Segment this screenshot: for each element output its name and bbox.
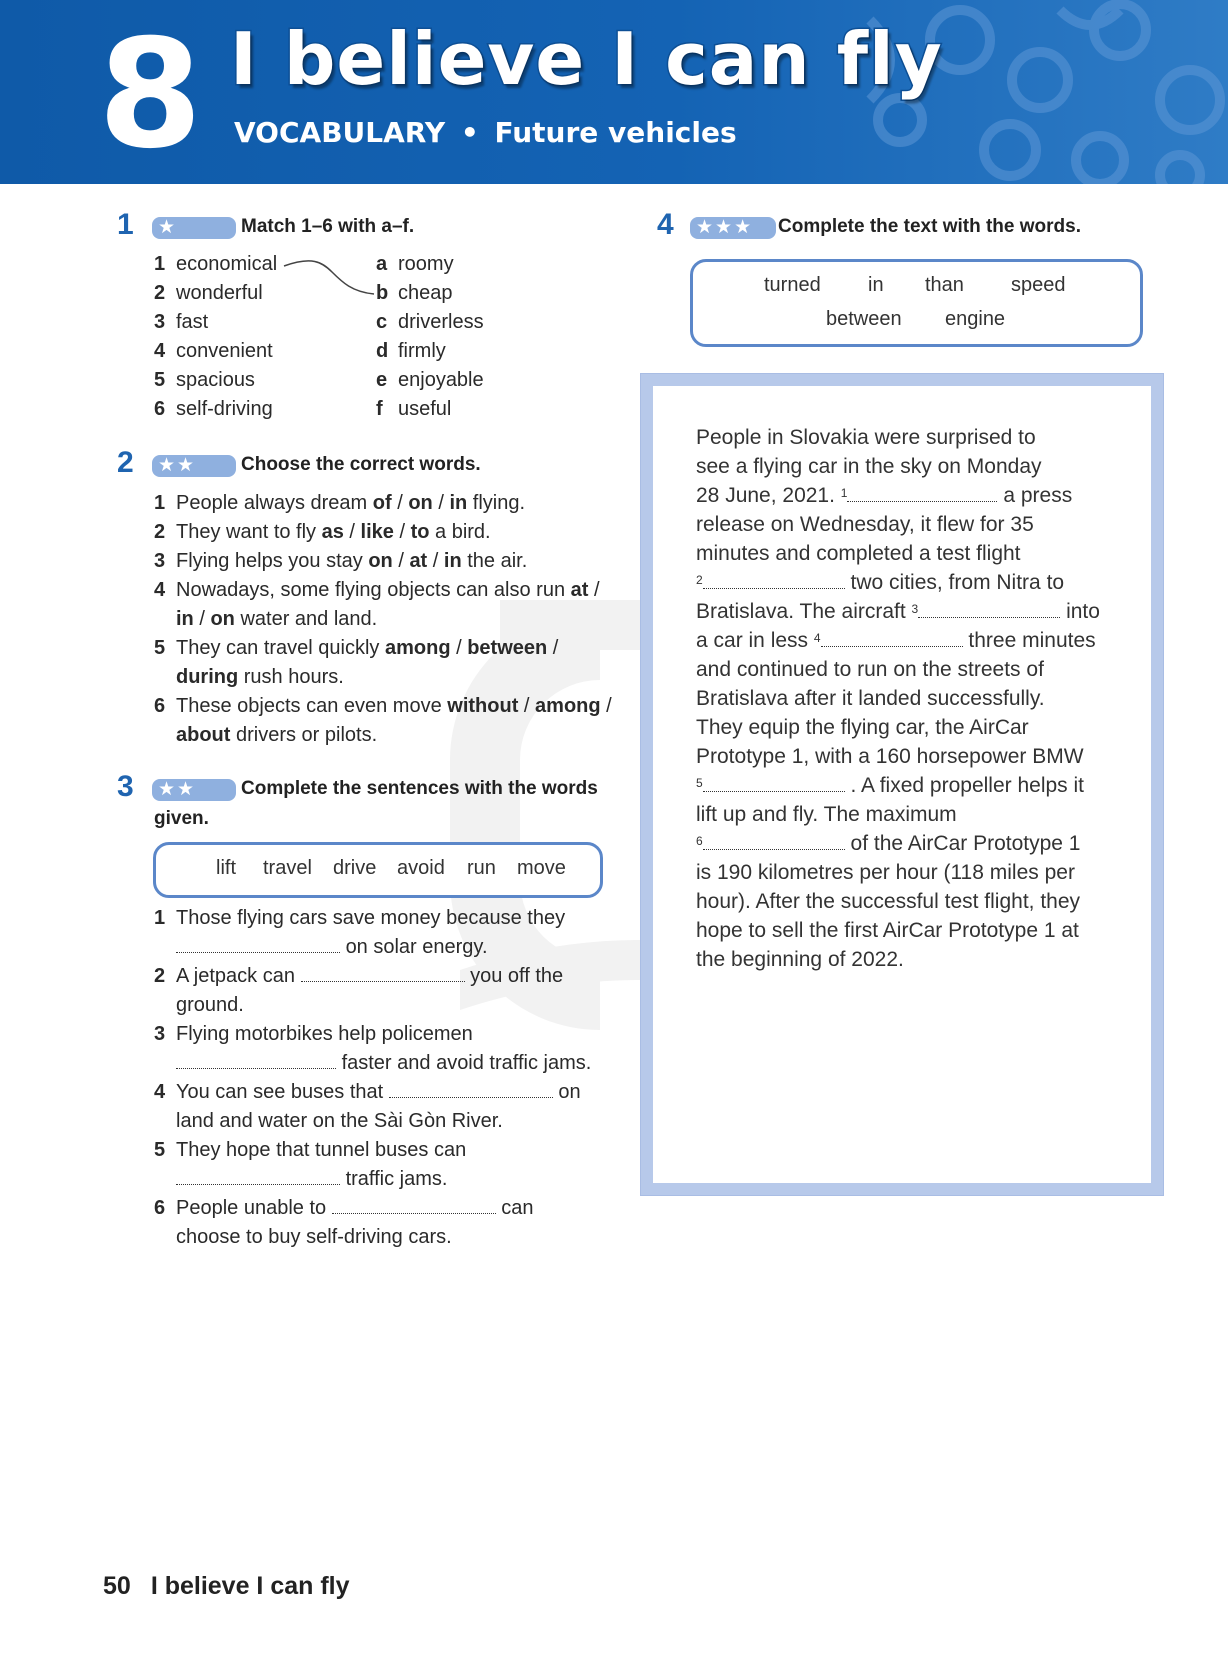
choice-item: 1 People always dream of / on / in flying. [154,492,526,514]
section-label: VOCABULARY [234,116,446,149]
text-line: Prototype 1, with a 160 horsepower BMW [696,745,1084,768]
word-box-word: run [467,857,496,879]
match-right-item: b cheap [376,282,453,304]
word-box-word: travel [263,857,312,879]
text-line: lift up and fly. The maximum [696,803,957,826]
unit-subtitle [234,116,737,149]
word-box-word: speed [1011,274,1066,296]
text-line: and continued to run on the streets of [696,658,1044,681]
word-box-word: engine [945,308,1006,330]
word-box-word: lift [216,857,236,879]
match-right-item: a roomy [376,253,454,275]
match-left-item: 4 convenient [154,340,273,362]
difficulty-stars: ★★★ [690,217,776,239]
text-line: hope to sell the first AirCar Prototype 1 at [696,919,1079,942]
difficulty-stars: ★★ [152,455,236,477]
sentence-item-cont: choose to buy self-driving cars. [176,1226,452,1248]
exercise-3 [117,770,637,806]
exercise-number: 2 [117,446,134,479]
exercise-instruction: Choose the correct words. [241,454,481,475]
choice-item: 2 They want to fly as / like / to a bird. [154,521,491,543]
match-left-item: 2 wonderful [154,282,263,304]
match-right-item: e enjoyable [376,369,484,391]
difficulty-stars: ★ [152,217,236,239]
word-box-word: turned [764,274,821,296]
match-right-item: c driverless [376,311,484,333]
exercise-instruction: Complete the sentences with the words [241,778,598,799]
text-line: the beginning of 2022. [696,948,904,971]
choice-item: 5 They can travel quickly among / between / [154,637,559,659]
text-line: is 190 kilometres per hour (118 miles per [696,861,1075,884]
text-line: $^2$ two cities, from Nitra to [696,571,1065,594]
sentence-item: 2 A jetpack can you off the [154,965,564,987]
sentence-item: 4 You can see buses that on [154,1081,581,1103]
text-line: release on Wednesday, it flew for 35 [696,513,1034,536]
text-line: Bratislava after it landed successfully. [696,687,1045,710]
match-left-item: 6 self-driving [154,398,273,420]
sentence-item-cont: faster and avoid traffic jams. [176,1052,591,1075]
sentence-item-cont: traffic jams. [176,1168,447,1191]
answer-blank[interactable] [176,1170,340,1185]
exercise-number: 1 [117,208,134,241]
text-line: Bratislava. The aircraft $^3$ into [696,600,1100,623]
text-line: 28 June, 2021. $^1$ a press [696,484,1073,507]
text-line: a car in less $^4$ three minutes [696,629,1096,652]
footer-title: I believe I can fly [150,1572,350,1600]
sentence-item: 5 They hope that tunnel buses can [154,1139,467,1161]
unit-header [0,0,1228,184]
subtitle-bullet: • [460,116,479,149]
choice-item: 6 These objects can even move without / among / [154,695,612,717]
text-line: hour). After the successful test flight, they [696,890,1081,913]
text-line: minutes and completed a test flight [696,542,1021,565]
text-line: $^5$ . A fixed propeller helps it [696,774,1085,797]
sentence-item: 3 Flying motorbikes help policemen [154,1023,473,1045]
match-right-item: d firmly [376,340,446,362]
match-left-item: 3 fast [154,311,209,333]
page-footer [103,1572,350,1601]
difficulty-stars: ★★ [152,779,236,801]
choice-item-cont: in / on water and land. [176,608,378,630]
word-box-word: than [925,274,964,296]
example-match-line [282,260,378,300]
word-box [153,842,603,898]
sentence-item-cont: on solar energy. [176,936,488,959]
gap-5[interactable] [703,777,845,792]
gap-6[interactable] [703,835,845,850]
exercise-1 [117,208,637,244]
exercise-instruction: Match 1–6 with a–f. [241,216,415,237]
text-line: People in Slovakia were surprised to [696,426,1036,449]
match-left-item: 1 economical [154,253,278,275]
sentence-item-cont: land and water on the Sài Gòn River. [176,1110,503,1132]
gap-4[interactable] [821,632,963,647]
text-line: They equip the flying car, the AirCar [696,716,1029,739]
unit-number: 8 [98,8,199,182]
answer-blank[interactable] [389,1083,553,1098]
gap-1[interactable] [847,487,997,502]
page-number: 50 [103,1572,131,1600]
choice-item-cont: during rush hours. [176,666,344,688]
word-box-word: drive [333,857,377,879]
word-box-word: between [826,308,902,330]
choice-item: 4 Nowadays, some flying objects can also run at / [154,579,600,601]
sentence-item-cont: ground. [176,994,244,1016]
exercise-number: 3 [117,770,134,803]
topic-label: Future vehicles [494,116,737,149]
exercise-4 [657,208,1177,244]
choice-item-cont: about drivers or pilots. [176,724,378,746]
exercise-instruction-cont: given. [154,808,209,829]
answer-blank[interactable] [332,1199,496,1214]
answer-blank[interactable] [176,1054,336,1069]
text-line: $^6$ of the AirCar Prototype 1 [696,832,1081,855]
text-line: see a flying car in the sky on Monday [696,455,1042,478]
answer-blank[interactable] [301,967,465,982]
gap-2[interactable] [703,574,845,589]
word-box-word: move [517,857,566,879]
match-left-item: 5 spacious [154,369,255,391]
unit-title: I believe I can fly [230,17,943,101]
word-box [690,259,1143,347]
word-box-word: in [868,274,884,296]
sentence-item: 6 People unable to can [154,1197,534,1219]
reading-text-frame [641,374,1163,1195]
exercise-instruction: Complete the text with the words. [778,216,1081,237]
sentence-item: 1 Those flying cars save money because they [154,907,566,929]
exercise-2 [117,446,637,482]
choice-item: 3 Flying helps you stay on / at / in the air. [154,550,528,572]
match-right-item: f useful [376,398,452,420]
answer-blank[interactable] [176,938,340,953]
word-box-word: avoid [397,857,445,879]
exercise-number: 4 [657,208,674,241]
gap-3[interactable] [918,603,1060,618]
